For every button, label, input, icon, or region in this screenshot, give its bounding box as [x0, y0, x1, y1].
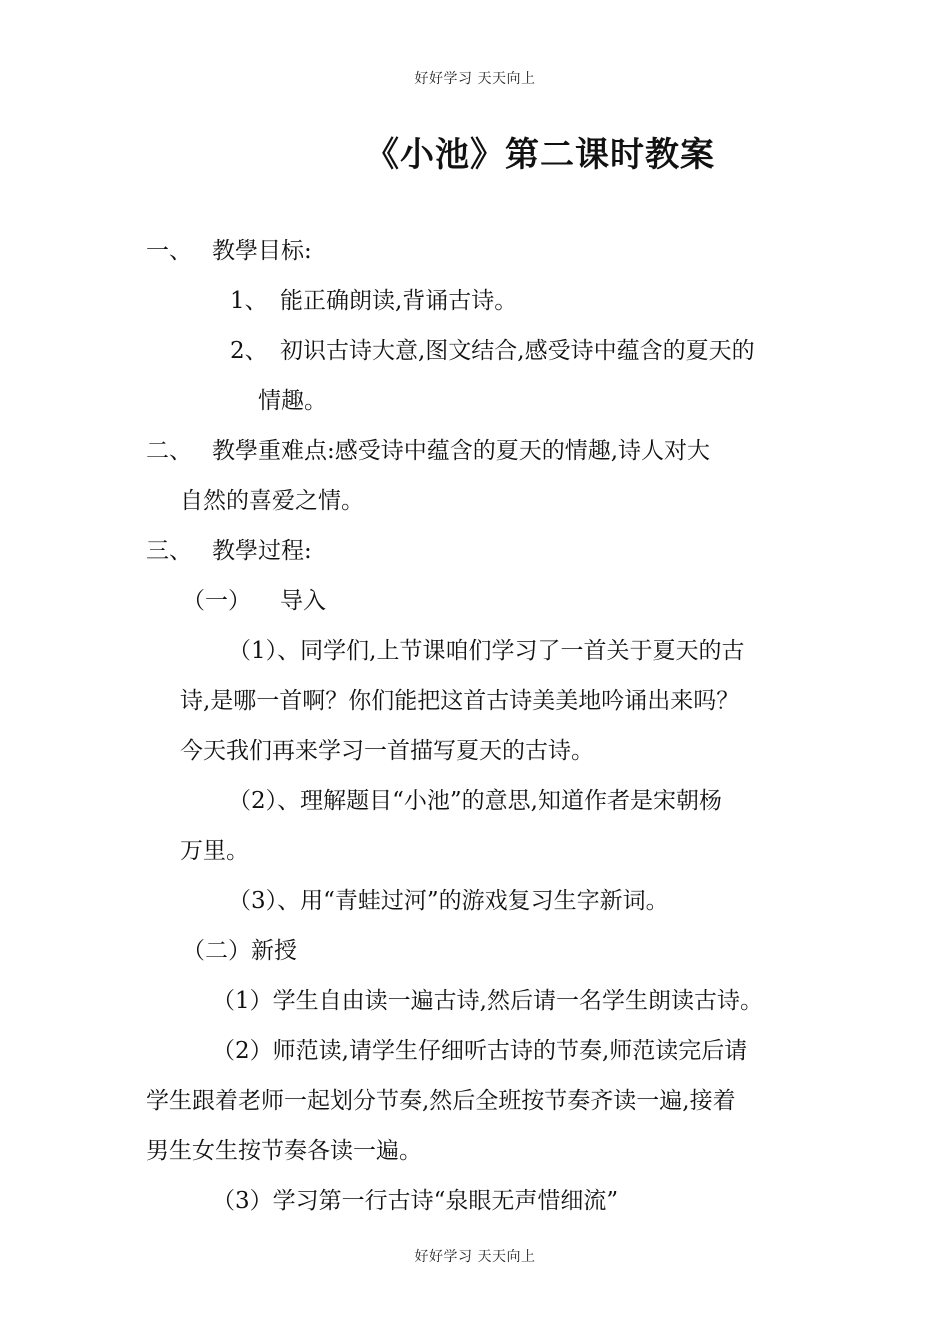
- goal-2-continuation: 情趣。: [258, 388, 327, 414]
- document-title: 《小池》第二课时教案: [365, 135, 715, 175]
- section-3-number: 三、: [146, 538, 192, 564]
- new-lesson-heading: （二）新授: [182, 938, 297, 964]
- goal-1-text: 能正确朗读,背诵古诗。: [280, 288, 518, 314]
- intro-p1-line3: 今天我们再来学习一首描写夏天的古诗。: [180, 738, 594, 764]
- page-header: 好好学习 天天向上: [414, 71, 536, 87]
- new-p1: （1）学生自由读一遍古诗,然后请一名学生朗读古诗。: [212, 988, 763, 1014]
- intro-number: （一）: [182, 588, 251, 614]
- new-p2-line3: 男生女生按节奏各读一遍。: [146, 1138, 422, 1164]
- intro-p2-line1: （2）、理解题目“小池”的意思,知道作者是宋朝杨: [228, 788, 722, 814]
- section-3-heading: 教學过程:: [212, 538, 312, 564]
- section-2-text: 教學重难点:感受诗中蕴含的夏天的情趣,诗人对大: [212, 438, 711, 464]
- goal-1-number: 1、: [230, 288, 268, 314]
- goal-2-text: 初识古诗大意,图文结合,感受诗中蕴含的夏天的: [280, 338, 755, 364]
- section-1-number: 一、: [146, 238, 192, 264]
- intro-p1-line1: （1）、同学们,上节课咱们学习了一首关于夏天的古: [228, 638, 745, 664]
- section-2-number: 二、: [146, 438, 192, 464]
- page-footer: 好好学习 天天向上: [414, 1249, 536, 1265]
- new-p2-line1: （2）师范读,请学生仔细听古诗的节奏,师范读完后请: [212, 1038, 748, 1064]
- intro-p3: （3）、用“青蛙过河”的游戏复习生字新词。: [228, 888, 669, 914]
- goal-2-number: 2、: [230, 338, 268, 364]
- intro-p1-line2: 诗,是哪一首啊？你们能把这首古诗美美地吟诵出来吗？: [180, 688, 740, 714]
- section-2-continuation: 自然的喜爱之情。: [180, 488, 364, 514]
- new-p3: （3）学习第一行古诗“泉眼无声惜细流”: [212, 1188, 619, 1214]
- section-1-heading: 教學目标:: [212, 238, 312, 264]
- intro-p2-line2: 万里。: [180, 838, 249, 864]
- intro-heading: 导入: [280, 588, 326, 614]
- new-p2-line2: 学生跟着老师一起划分节奏,然后全班按节奏齐读一遍,接着: [146, 1088, 736, 1114]
